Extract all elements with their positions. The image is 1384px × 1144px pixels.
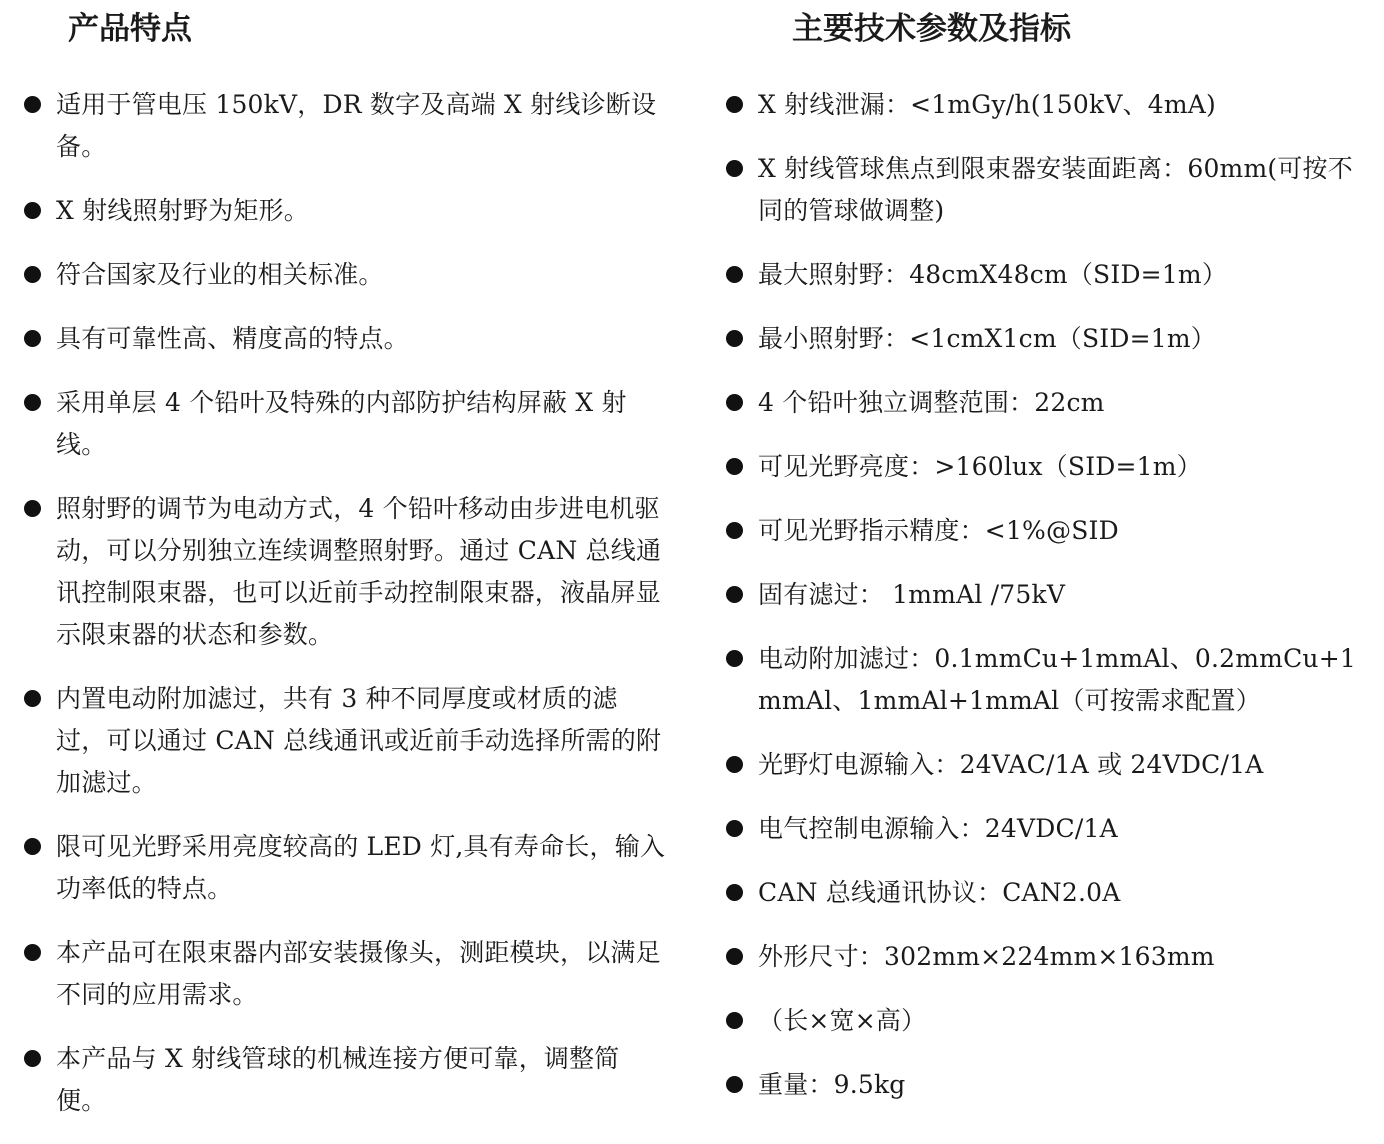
spec-item-text: 固有滤过： 1mmAl /75kV (758, 580, 1066, 609)
spec-item (726, 510, 1378, 552)
spec-item-text: 电动附加滤过：0.1mmCu+1mmAl、0.2mmCu+1mmAl、1mmAl+1mmAl（可按需求配置） (758, 644, 1356, 715)
spec-item (726, 148, 1378, 232)
spec-item-text: 4 个铅叶独立调整范围：22cm (758, 388, 1105, 417)
spec-item (726, 574, 1378, 616)
spec-item (726, 744, 1378, 786)
feature-item-text: 本产品与 X 射线管球的机械连接方便可靠，调整简便。 (56, 1044, 620, 1115)
bullet-icon (726, 266, 743, 283)
spec-item (726, 638, 1378, 722)
bullet-icon (726, 522, 743, 539)
bullet-icon (726, 1076, 743, 1093)
bullet-icon (726, 394, 743, 411)
bullet-icon (726, 650, 743, 667)
spec-item-text: 重量：9.5kg (758, 1070, 906, 1099)
feature-item (24, 318, 666, 360)
bullet-icon (24, 500, 41, 517)
spec-item-text: 可见光野指示精度：<1%@SID (758, 516, 1119, 545)
bullet-icon (24, 202, 41, 219)
bullet-icon (726, 160, 743, 177)
spec-item-text: 光野灯电源输入：24VAC/1A 或 24VDC/1A (758, 750, 1264, 779)
spec-item-text: 电气控制电源输入：24VDC/1A (758, 814, 1118, 843)
bullet-icon (24, 394, 41, 411)
feature-item (24, 84, 666, 168)
spec-item (726, 1000, 1378, 1042)
bullet-icon (726, 586, 743, 603)
bullet-icon (24, 266, 41, 283)
bullet-icon (726, 458, 743, 475)
spec-item-text: 可见光野亮度：>160lux（SID=1m） (758, 452, 1202, 481)
bullet-icon (726, 948, 743, 965)
feature-item-text: 限可见光野采用亮度较高的 LED 灯,具有寿命长，输入功率低的特点。 (56, 832, 666, 903)
feature-item (24, 826, 666, 910)
feature-item-text: 照射野的调节为电动方式，4 个铅叶移动由步进电机驱动，可以分别独立连续调整照射野。通过 CAN 总线通讯控制限束器，也可以近前手动控制限束器，液晶屏显示限束器的状态和参数。 (56, 494, 662, 649)
feature-item (24, 382, 666, 466)
bullet-icon (24, 690, 41, 707)
specs-list (726, 84, 1378, 1128)
specs-heading: 主要技术参数及指标 (792, 11, 1071, 47)
spec-item (726, 84, 1378, 126)
bullet-icon (24, 1050, 41, 1067)
feature-item-text: 采用单层 4 个铅叶及特殊的内部防护结构屏蔽 X 射线。 (56, 388, 627, 459)
bullet-icon (726, 330, 743, 347)
bullet-icon (726, 820, 743, 837)
spec-item (726, 808, 1378, 850)
feature-item (24, 254, 666, 296)
bullet-icon (24, 838, 41, 855)
spec-item-text: 最大照射野：48cmX48cm（SID=1m） (758, 260, 1228, 289)
spec-item-text: （长×宽×高） (758, 1006, 927, 1035)
spec-item-text: 最小照射野：<1cmX1cm（SID=1m） (758, 324, 1216, 353)
spec-item (726, 318, 1378, 360)
spec-item (726, 446, 1378, 488)
feature-item-text: 符合国家及行业的相关标准。 (56, 260, 384, 289)
feature-item-text: 内置电动附加滤过，共有 3 种不同厚度或材质的滤过，可以通过 CAN 总线通讯或近前手动选择所需的附加滤过。 (56, 684, 662, 797)
bullet-icon (726, 1012, 743, 1029)
features-list (24, 84, 666, 1144)
bullet-icon (24, 330, 41, 347)
feature-item-text: 本产品可在限束器内部安装摄像头，测距模块，以满足不同的应用需求。 (56, 938, 661, 1009)
spec-item (726, 254, 1378, 296)
spec-item-text: 外形尺寸：302mm×224mm×163mm (758, 942, 1215, 971)
bullet-icon (726, 884, 743, 901)
feature-item-text: 适用于管电压 150kV，DR 数字及高端 X 射线诊断设备。 (56, 90, 657, 161)
bullet-icon (726, 96, 743, 113)
spec-item (726, 382, 1378, 424)
spec-item-text: CAN 总线通讯协议：CAN2.0A (758, 878, 1121, 907)
spec-item-text: X 射线管球焦点到限束器安装面距离：60mm(可按不同的管球做调整) (758, 154, 1353, 225)
feature-item (24, 932, 666, 1016)
feature-item (24, 678, 666, 804)
feature-item (24, 190, 666, 232)
feature-item-text: X 射线照射野为矩形。 (56, 196, 309, 225)
bullet-icon (24, 96, 41, 113)
feature-item (24, 1038, 666, 1122)
spec-item (726, 1064, 1378, 1106)
bullet-icon (726, 756, 743, 773)
feature-item-text: 具有可靠性高、精度高的特点。 (56, 324, 409, 353)
bullet-icon (24, 944, 41, 961)
feature-item (24, 488, 666, 656)
features-heading: 产品特点 (68, 11, 192, 47)
spec-item (726, 872, 1378, 914)
spec-item-text: X 射线泄漏：<1mGy/h(150kV、4mA) (758, 90, 1217, 119)
spec-item (726, 936, 1378, 978)
